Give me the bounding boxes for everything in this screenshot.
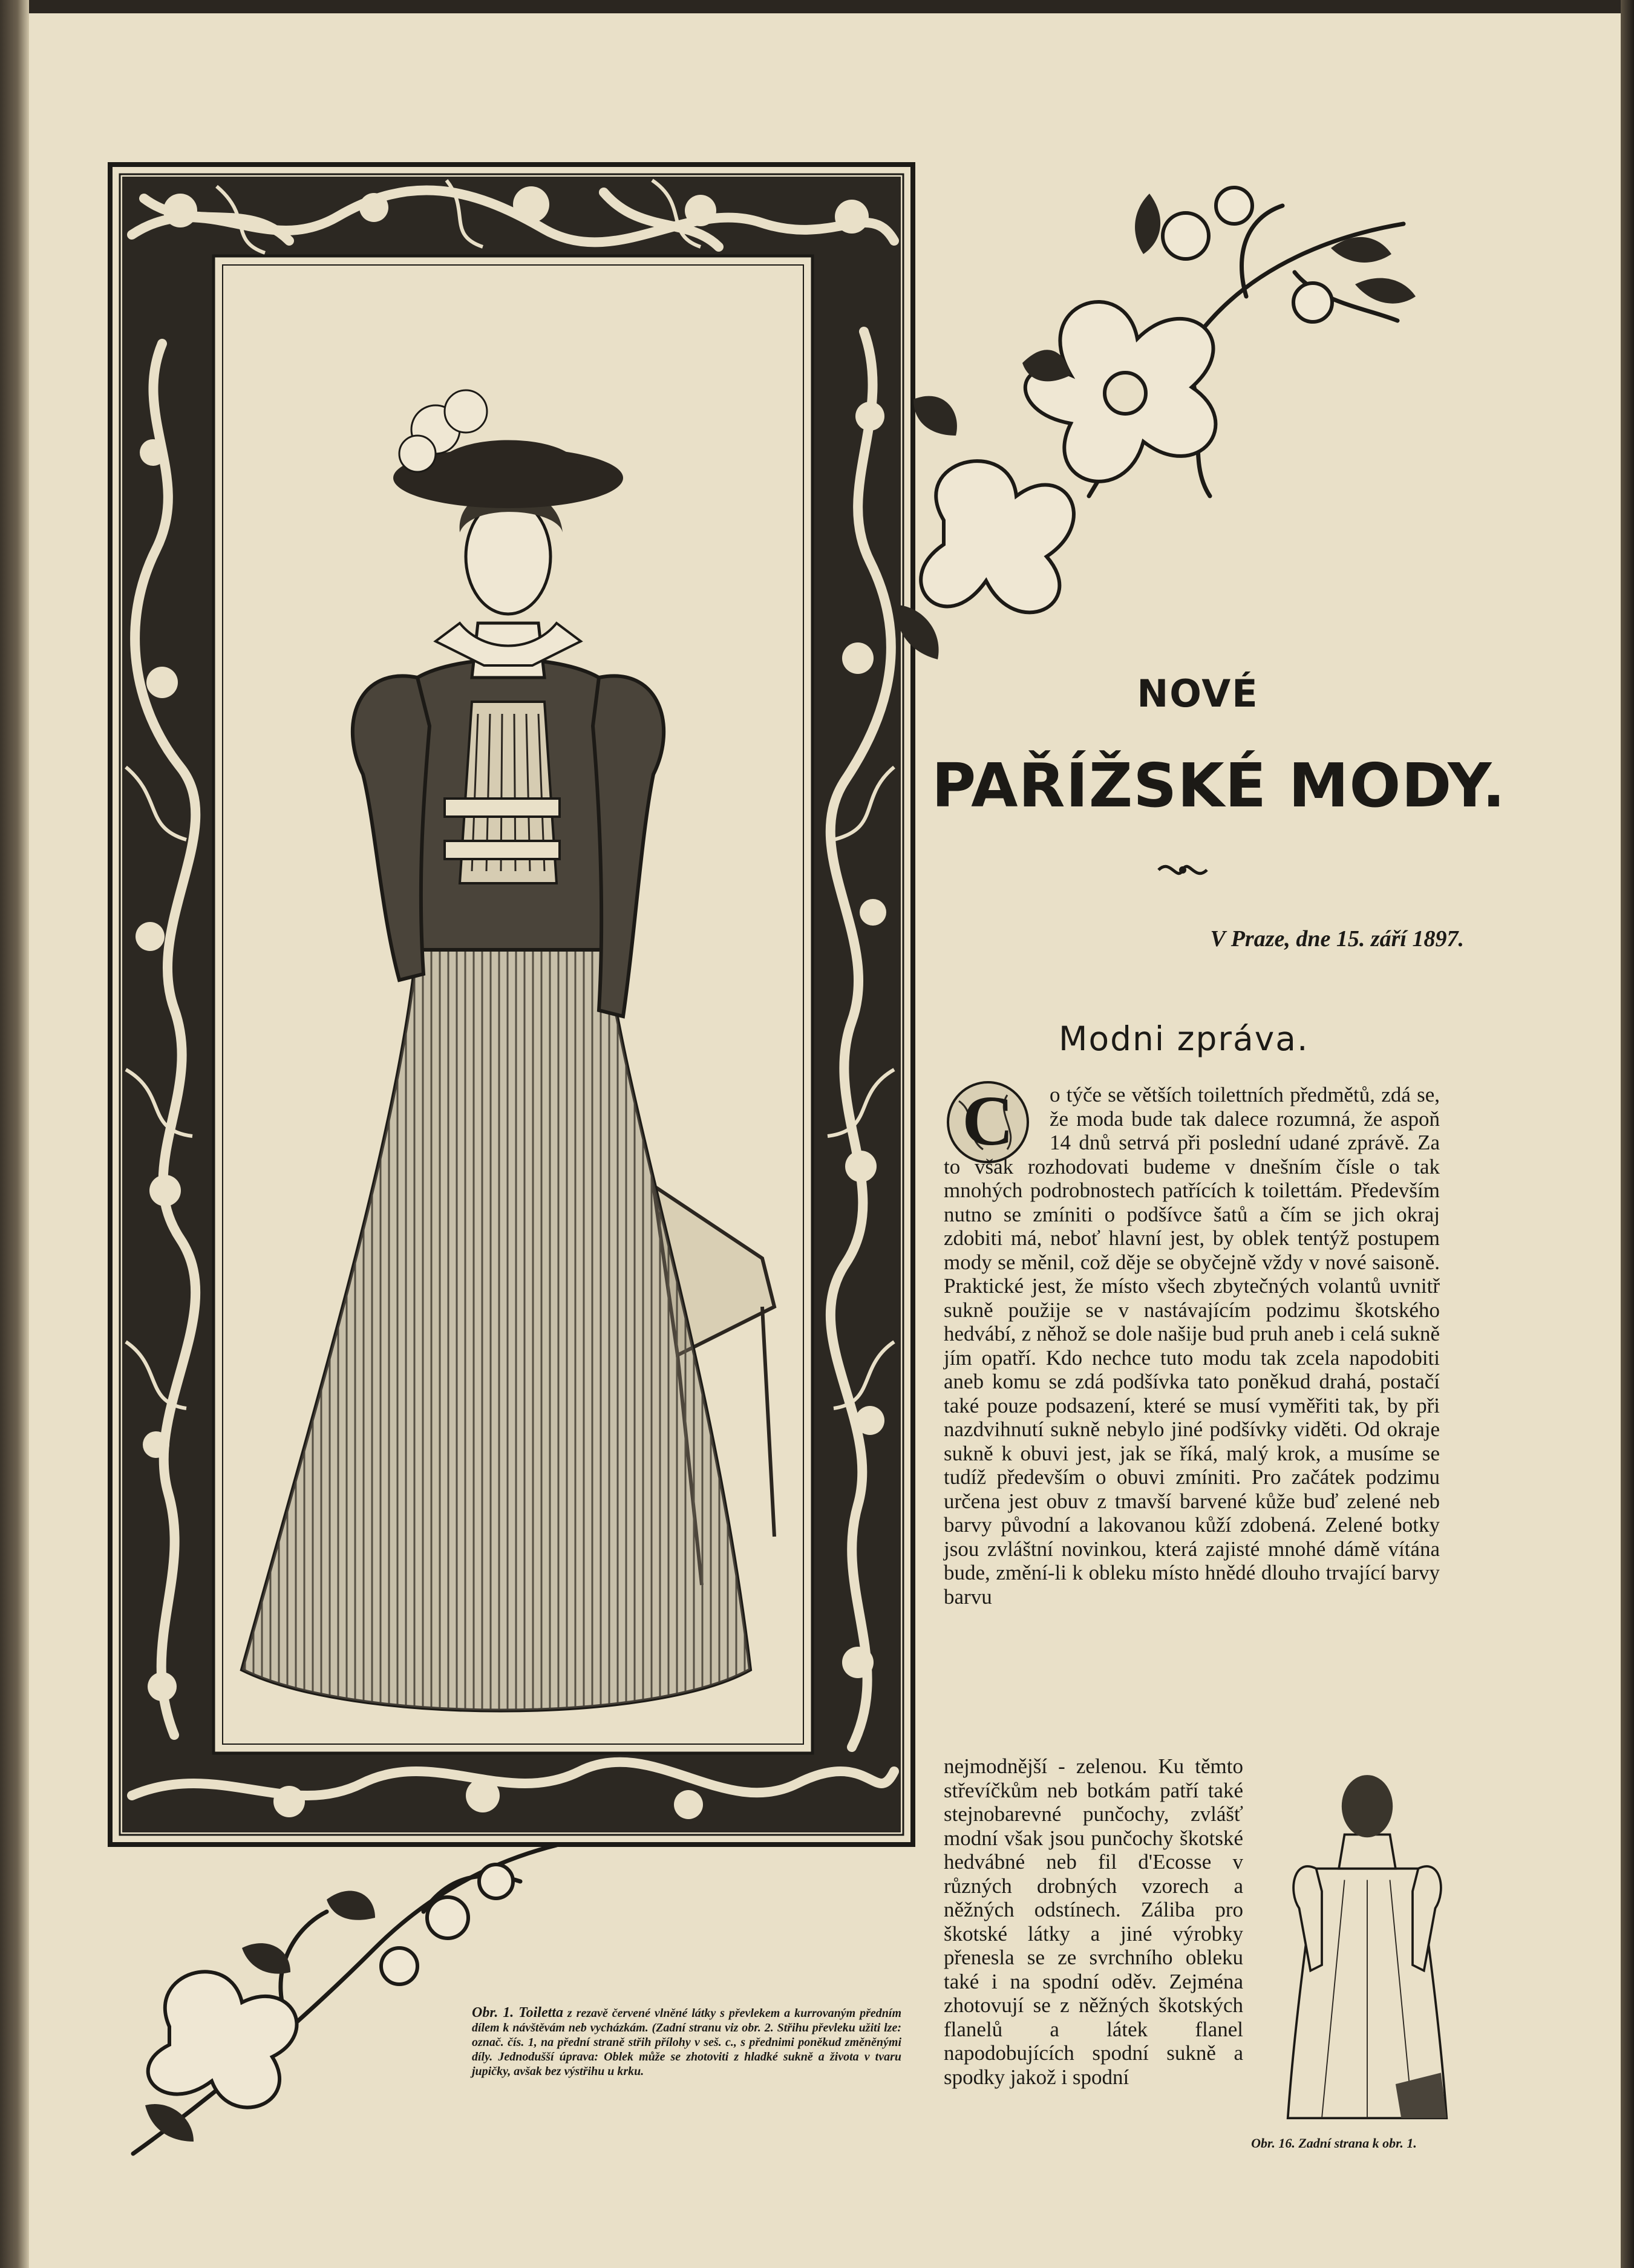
caption-figure-1: [472, 2005, 901, 2079]
title-line-1: NOVÉ: [1137, 672, 1259, 716]
fashion-illustration-toiletta: [218, 339, 799, 1742]
article-body-text: o týče se větších toilettních předmětů, zdá se, že moda bude tak dalece rozumná, že aspoň 14 dnů setrvá při poslední udané zprávě. Za to však rozhodovati budeme v dnešním čísle o tak mnohých podrobnostech patřících k toilettám. Především nutno se zmíniti o podšívce šatů a čím se jich okraj zdobiti má, neboť hlavní jest, by oblek tentýž postupem mody se měnil, což děje se obyčejně vždy v nové saisoně. Praktické jest, že místo všech zbytečných volantů uvnitř sukně použije se v nastávajícím podzimu škotského hedvábí, z něhož se dole našije bud pruh aneb i celá sukně jím opatří. Kdo nechce tuto modu tak zcela napodobiti aneb komu se zdá podšívka tato poněkud drahá, postačí také pouze podsazení, které se musí vyměřiti tak, by při nazdvihnutí sukně nebylo jiné podšívky viděti. Od okraje sukně k obuvi jest, jak se říká, malý krok, a musíme se tudíž především o obuvi zmíniti. Pro začátek podzimu určena jest obuv z tmavší barvené kůže buď zelené neb barvy původní a lakovanou kůží zdobená. Zelené botky jsou zvláštní novinkou, která zajisté mnohé dámě vítána bude, změní-li k obleku místo hnědé dlouho trvající barvy barvu: [944, 1083, 1440, 1609]
title-ornament-icon: [1152, 858, 1213, 882]
article-body: [944, 1083, 1440, 1609]
dropcap-space: [944, 1083, 1050, 1151]
page-title: PAŘÍŽSKÉ MODY.: [932, 750, 1506, 821]
section-heading: Modni zpráva.: [1059, 1019, 1309, 1058]
caption-figure-1-text: z rezavě červené vlněné látky s převlekem a kurrovaným předním dílem k návštěvám neb vycházkám. (Zadní stranu viz obr. 2. Střihu převleku užiti lze: označ. čís. 1, na přední straně střih přílohy v seš. c., s přednimi poněkud změněnými díly. Jednodušší úprava: Oblek může se zhotoviti z hladké sukně a života v tvaru jupičky, avšak bez výstřihu u krku.: [472, 2007, 902, 2078]
page-edge-right: [1621, 0, 1634, 2268]
dateline: V Praze, dne 15. září 1897.: [1210, 926, 1464, 952]
caption-figure-16: Obr. 16. Zadní strana k obr. 1.: [1251, 2136, 1417, 2151]
floral-ornament-bottom: [109, 1827, 581, 2166]
page-binding-edge: [0, 0, 29, 2268]
fashion-illustration-back-view: [1276, 1766, 1458, 2154]
floral-ornament-top: [871, 181, 1428, 726]
article-body-continued: nejmodnější - zelenou. Ku těmto střevíčkům neb botkám patří také stejnobarevné punčochy, zvlášť modní však jsou punčochy škotské hedvábné neb fil d'Ecosse v různých drobných vzorech a něžných odstínech. Záliba pro škotské látky a jiné výrobky přenesla se ze svrchního obleku také i na spodní oděv. Zejména zhotovují se z něžných škotských flanelů a látek flanel napodobujících spodní sukně a spodky jakož i spodní: [944, 1754, 1243, 2089]
caption-figure-1-lead: Obr. 1. Toiletta: [472, 2005, 563, 2021]
svg-text:C: C: [962, 1081, 1014, 1160]
page-edge-top: [0, 0, 1634, 13]
